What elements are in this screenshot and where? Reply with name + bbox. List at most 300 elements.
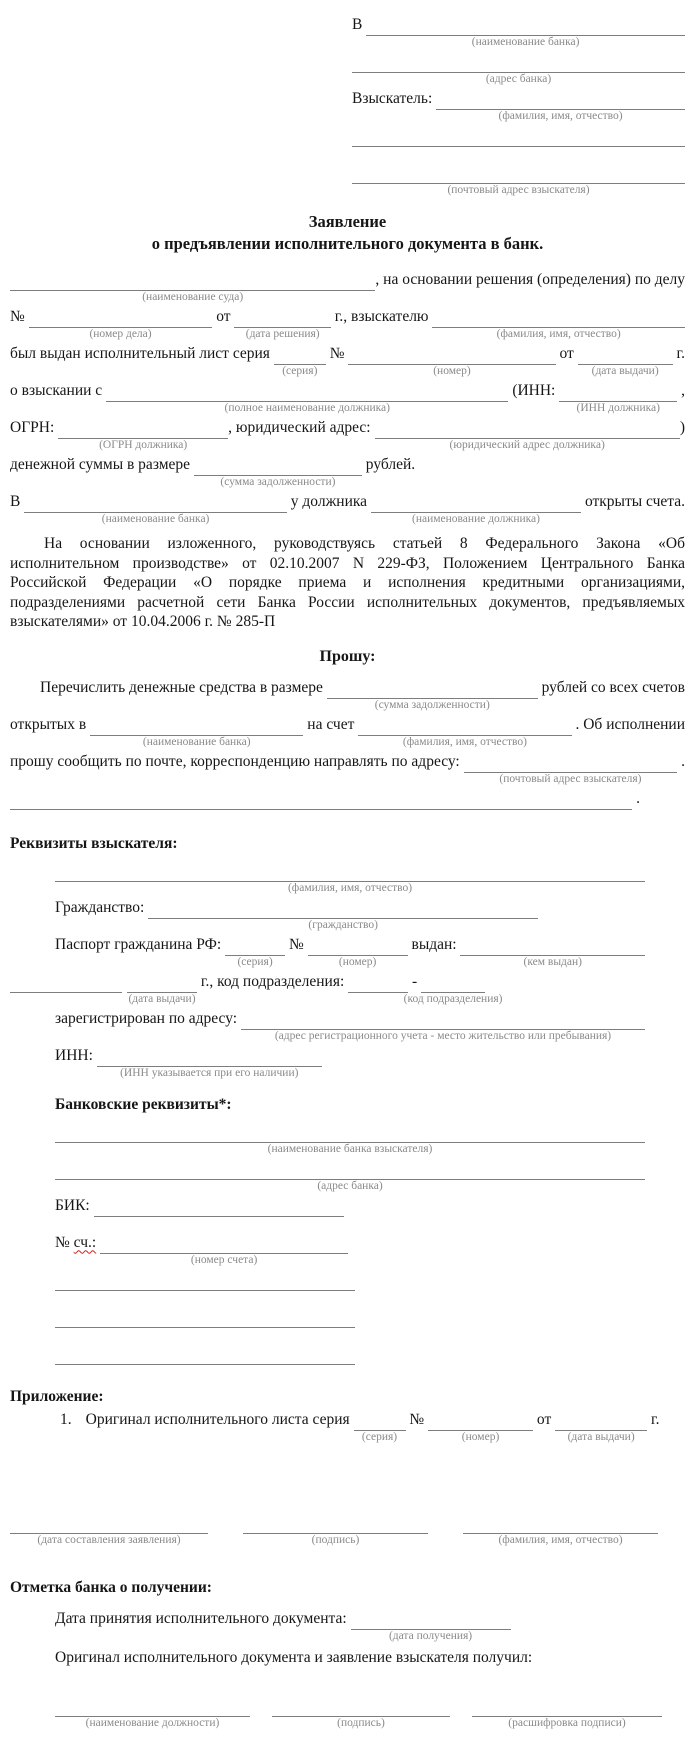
hint-row (472, 1717, 662, 1732)
blank-underline (348, 343, 555, 365)
hint-row (581, 512, 685, 527)
hint-row (408, 955, 461, 970)
text-content: ИНН: (55, 1046, 97, 1064)
text-content: был выдан исполнительный лист серия (10, 345, 274, 362)
text-segment (632, 788, 640, 825)
blank-field (432, 306, 685, 343)
hint-row (58, 439, 228, 454)
hint-row (10, 772, 464, 787)
citizenship-line (10, 897, 685, 934)
field-hint: (адрес регистрационного учета - место жительство или пребывания) (274, 1029, 612, 1042)
text-content: о взыскании с (10, 382, 107, 399)
field-hint: (юридический адрес должника) (449, 439, 605, 451)
blank-underline (308, 934, 408, 956)
blank-underline (366, 14, 685, 36)
field-hint: (ОГРН должника) (99, 439, 188, 451)
blank-field (272, 1695, 450, 1732)
hint-row (55, 882, 645, 897)
field-hint: (сумма задолженности) (220, 476, 336, 488)
blank-underline (234, 306, 330, 328)
blank-underline (55, 1343, 355, 1365)
text-content: . (677, 752, 685, 770)
blank-underline (55, 1306, 355, 1328)
blank-field (578, 343, 673, 380)
text-segment (40, 677, 327, 714)
text-segment (303, 714, 358, 751)
hint-row (450, 1716, 472, 1731)
field-hint: (наименование банка) (471, 36, 580, 48)
spacer (10, 1549, 685, 1569)
field-hint: (фамилия, имя, отчество) (287, 881, 413, 894)
text-content: БИК: (55, 1196, 94, 1214)
hint-row (90, 736, 303, 751)
hint-row (40, 698, 327, 713)
document-title (10, 211, 685, 255)
text-segment (352, 14, 366, 51)
hint-row (243, 1534, 428, 1549)
hint-row (97, 1067, 322, 1082)
claimant-details-heading: Реквизиты взыскателя: (10, 834, 178, 852)
text-content: № (405, 1410, 429, 1428)
hint-row (327, 699, 538, 714)
hint-row (572, 735, 685, 750)
debtor-line (10, 380, 685, 417)
field-hint: (расшифровка подписи) (508, 1716, 626, 1729)
text-segment (287, 491, 371, 528)
hint-row (94, 1217, 344, 1232)
hint-row (460, 956, 645, 971)
hint-row (55, 1629, 351, 1644)
gap (250, 1695, 272, 1732)
blank-field (100, 1232, 348, 1269)
blank-underline (463, 1512, 658, 1534)
blank-underline (225, 934, 285, 956)
blank-field (225, 934, 285, 971)
field-hint: (дата решения) (245, 328, 320, 340)
text-content: В (10, 493, 25, 510)
hint-row (352, 35, 366, 50)
text-segment (677, 380, 685, 417)
blank-field (472, 1695, 662, 1732)
blank-field (106, 380, 508, 417)
ogrn-line (10, 417, 685, 454)
field-hint: (номер) (338, 955, 377, 968)
blank-underline (55, 1269, 355, 1291)
hint-row (208, 1533, 243, 1548)
blank-underline (352, 51, 685, 73)
hint-row (212, 327, 234, 342)
blank-underline (371, 491, 581, 513)
spacer (10, 1446, 685, 1512)
text-content: Перечислить денежные средства в размере (40, 678, 327, 696)
hint-row (55, 1291, 355, 1306)
blank-field (10, 269, 375, 306)
field-hint: (адрес банка) (317, 1179, 383, 1192)
hint-row (432, 328, 685, 343)
blank-field (358, 714, 571, 751)
hint-row (10, 438, 58, 453)
text-segment (10, 714, 90, 751)
text-content: . Об исполнении (571, 715, 685, 733)
blank-underline (90, 714, 303, 736)
gap (72, 1409, 86, 1446)
field-hint: (код подразделения) (403, 992, 503, 1005)
blank-underline (352, 125, 685, 147)
hint-row (371, 513, 581, 528)
hint-row (352, 109, 436, 124)
spacer (10, 1082, 685, 1094)
blank-underline (243, 1512, 428, 1534)
empty-line (10, 1269, 685, 1306)
blank-underline (327, 677, 538, 699)
blank-field (55, 1269, 355, 1306)
text-segment (331, 306, 432, 343)
text-content: Оригинал исполнительного листа серия (85, 1410, 354, 1428)
text-segment (673, 343, 685, 380)
hint-row (106, 402, 508, 417)
hint-row (55, 918, 148, 933)
field-hint: (ИНН должника) (576, 402, 660, 414)
blank-field (55, 860, 645, 897)
text-segment (508, 380, 559, 417)
extra-address-line (10, 788, 685, 825)
field-hint: (почтовый адрес взыскателя) (499, 772, 642, 785)
blank-underline (241, 1008, 645, 1030)
hint-row (303, 735, 358, 750)
hint-row (55, 1365, 355, 1380)
blank-underline (10, 269, 375, 291)
hint-row (10, 810, 632, 825)
hint-row (234, 328, 330, 343)
claimant-postal-line (352, 162, 685, 199)
hint-row (55, 1717, 250, 1732)
blank-underline (555, 1409, 647, 1431)
text-content: г., взыскателю (330, 308, 433, 325)
field-hint: (наименование банка) (101, 513, 210, 525)
hint-row (677, 772, 685, 787)
field-hint: (дата выдачи) (128, 992, 196, 1005)
blank-field (352, 125, 685, 162)
blank-field (55, 1306, 355, 1343)
hint-row (348, 993, 408, 1008)
text-segment (55, 1608, 351, 1645)
court-decision-line (10, 269, 685, 306)
text-segment (55, 897, 148, 934)
bank-name-line (352, 14, 685, 51)
hint-row (285, 955, 308, 970)
blank-underline (464, 751, 678, 773)
text-segment (74, 1232, 97, 1269)
hint-row (463, 1534, 658, 1549)
hint-row (10, 993, 122, 1008)
blank-field (352, 51, 685, 88)
blank-field (97, 1045, 322, 1082)
passport-line (10, 934, 685, 971)
hint-row (10, 327, 29, 342)
claimant-bank-name-line (10, 1121, 685, 1158)
blank-field (241, 1008, 645, 1045)
text-segment (10, 491, 24, 528)
claimant-extra-line (352, 125, 685, 162)
field-hint: (подпись) (337, 1716, 385, 1729)
hint-row (352, 184, 685, 199)
hint-row (352, 73, 685, 88)
blank-field (366, 14, 685, 51)
hint-row (538, 698, 685, 713)
field-hint: (номер) (433, 365, 471, 377)
text-content (250, 1695, 272, 1716)
text-content: г., код подразделения: (197, 972, 349, 990)
blank-field (351, 1608, 511, 1645)
field-hint: (номер счета) (190, 1253, 258, 1266)
field-hint: (ИНН указывается при его наличии) (120, 1066, 299, 1079)
spacer (10, 1683, 685, 1695)
text-segment (538, 677, 685, 714)
field-hint: (серия) (237, 955, 273, 968)
blank-field (403, 971, 503, 1008)
hint-row (556, 364, 578, 379)
text-segment (60, 1409, 72, 1446)
hint-row (428, 1431, 533, 1446)
text-content: выдан: (407, 935, 461, 953)
blank-field (464, 751, 678, 788)
text-content: , на основании решения (определения) по делу (375, 271, 685, 288)
hint-row (351, 1630, 511, 1645)
text-segment (581, 491, 685, 528)
hint-row (241, 1030, 645, 1045)
text-segment (352, 88, 436, 125)
blank-underline (148, 897, 538, 919)
text-segment (55, 1232, 74, 1269)
blank-field (555, 1409, 647, 1446)
field-hint: (дата получения) (388, 1629, 473, 1642)
hint-row (555, 1431, 647, 1446)
text-segment (285, 934, 308, 971)
blank-field (148, 897, 538, 934)
hint-row (287, 512, 371, 527)
hint-row (375, 290, 685, 305)
text-content: г. (647, 1410, 660, 1428)
blank-field (55, 1343, 355, 1380)
text-content: г. (672, 345, 685, 362)
text-content: рублей со всех счетов (537, 678, 685, 696)
field-hint: (гражданство) (308, 918, 378, 931)
hint-row (326, 364, 349, 379)
bank-signature-row (10, 1695, 685, 1732)
text-content: № (325, 345, 349, 362)
blank-underline (351, 1608, 511, 1630)
blank-underline (274, 343, 326, 365)
blank-underline (272, 1695, 450, 1717)
hint-row (55, 1216, 94, 1231)
field-hint: (фамилия, имя, отчество) (402, 735, 527, 748)
blank-underline (358, 714, 571, 736)
field-hint: (наименование должника) (412, 513, 540, 525)
blank-underline (58, 417, 228, 439)
text-segment (572, 714, 685, 751)
legal-basis-paragraph: На основании изложенного, руководствуясь статьей 8 Федерального Закона «Об исполнительном производстве» от 02.10.2007 N 229-ФЗ, Положением Центрального Банка Российской Федерации «О порядке приема и исполнения кредитными организациями, подразделениями расчетной сети Банка России исполнительных документов, предъявляемых взыскателями» от 10.04.2006 г. № 285-П (10, 535, 685, 630)
request-heading: Прошу: (319, 647, 376, 665)
blank-field (10, 788, 632, 825)
blank-field (559, 380, 677, 417)
blank-underline (428, 1409, 533, 1431)
blank-field (371, 491, 581, 528)
text-content (428, 1512, 463, 1533)
blank-field (348, 343, 555, 380)
case-number-line (10, 306, 685, 343)
text-segment (375, 269, 685, 306)
blank-underline (472, 1695, 662, 1717)
account-number-line (10, 1232, 685, 1269)
blank-underline (55, 860, 645, 882)
transfer-account-line (10, 714, 685, 751)
text-content: , (677, 382, 685, 399)
text-content: Дата принятия исполнительного документа: (55, 1609, 351, 1627)
text-content: В (352, 16, 367, 33)
blank-underline (106, 380, 508, 402)
blank-underline (460, 934, 645, 956)
blank-underline (94, 1195, 344, 1217)
text-segment (10, 751, 464, 788)
field-hint: (серия) (282, 365, 318, 377)
blank-underline (348, 971, 408, 993)
blank-field (58, 417, 228, 454)
field-hint: (дата выдачи) (567, 1430, 635, 1443)
blank-field (55, 1695, 250, 1732)
field-hint: (фамилия, имя, отчество) (496, 328, 621, 340)
mail-address-line (10, 751, 685, 788)
field-hint: (подпись) (311, 1533, 360, 1546)
text-content: Взыскатель: (352, 90, 437, 107)
attachment-item-line (10, 1409, 685, 1446)
hint-row (464, 773, 678, 788)
blank-underline (55, 1158, 645, 1180)
hint-row (60, 1430, 72, 1445)
text-content: Гражданство: (55, 898, 149, 916)
hint-row (559, 402, 677, 417)
text-content: 1. (60, 1410, 72, 1428)
text-content (450, 1695, 472, 1716)
title-line: о предъявлении исполнительного документа в банк. (151, 234, 544, 253)
text-segment (647, 1409, 659, 1446)
text-segment (55, 1195, 94, 1232)
attachments-heading: Приложение: (10, 1387, 104, 1405)
hint-row (10, 291, 375, 306)
hint-row (331, 327, 432, 342)
field-hint: (дата выдачи) (591, 365, 659, 377)
hint-row (272, 1717, 450, 1732)
blank-field (29, 306, 213, 343)
text-content: (ИНН: (508, 382, 560, 399)
hint-row (680, 438, 685, 453)
text-content: Оригинал исполнительного документа и заявление взыскателя получил: (55, 1648, 533, 1666)
blank-field (90, 714, 303, 751)
hint-row (10, 1534, 208, 1549)
blank-underline (375, 417, 680, 439)
field-hint: (дата составления заявления) (37, 1533, 181, 1546)
text-segment (677, 751, 685, 788)
hint-row (55, 955, 225, 970)
text-segment (10, 380, 106, 417)
text-content (208, 1512, 243, 1533)
hint-row (72, 1430, 86, 1445)
blank-field (327, 677, 538, 714)
empty-line (10, 1306, 685, 1343)
blank-underline (127, 971, 197, 993)
hint-row (55, 1143, 645, 1158)
hint-row (403, 992, 503, 1008)
field-hint: (сумма задолженности) (374, 698, 490, 711)
hint-row (352, 147, 685, 162)
blank-field (463, 1512, 658, 1549)
hint-row (673, 364, 685, 379)
hint-row (348, 365, 555, 380)
blank-field (24, 491, 287, 528)
blank-field (274, 343, 326, 380)
bank-accounts-line (10, 491, 685, 528)
blank-underline (578, 343, 673, 365)
text-content: № (55, 1233, 74, 1251)
blank-field (234, 306, 330, 343)
text-segment (10, 306, 29, 343)
blank-underline (10, 971, 122, 993)
blank-underline (10, 788, 632, 810)
hint-row (24, 513, 287, 528)
field-hint: (фамилия, имя, отчество) (498, 1533, 623, 1546)
hint-row (632, 809, 640, 824)
field-hint: (номер) (461, 1430, 500, 1443)
empty-line (10, 1343, 685, 1380)
hint-row (10, 512, 24, 527)
text-content: на счет (303, 715, 359, 733)
hint-row (274, 365, 326, 380)
text-content: Паспорт гражданина РФ: (55, 935, 226, 953)
text-content (72, 1409, 86, 1430)
blank-field (460, 934, 645, 971)
blank-field (94, 1195, 344, 1232)
blank-field (354, 1409, 406, 1446)
hint-row (55, 1180, 645, 1195)
hint-row (225, 956, 285, 971)
blank-field (352, 162, 685, 199)
title-line: Заявление (308, 212, 387, 231)
hint-row (29, 328, 213, 343)
hint-row (228, 438, 374, 453)
blank-underline (10, 1512, 208, 1534)
text-content: от (533, 1410, 556, 1428)
hint-row (197, 992, 348, 1007)
text-segment (10, 343, 274, 380)
field-hint: (кем выдан) (523, 955, 582, 968)
field-hint: (серия) (361, 1430, 398, 1443)
blank-underline (352, 162, 685, 184)
hint-row (100, 1254, 348, 1269)
registration-address-line (10, 1008, 685, 1045)
text-content: от (555, 345, 578, 362)
text-segment (86, 1409, 354, 1446)
bank-details-heading: Банковские реквизиты*: (55, 1095, 232, 1113)
field-hint: (наименование банка) (142, 735, 251, 748)
text-content: ОГРН: (10, 419, 59, 436)
inn-line (10, 1045, 685, 1082)
received-statement-line (10, 1647, 685, 1683)
text-content: зарегистрирован по адресу: (55, 1009, 241, 1027)
hint-row (10, 735, 90, 750)
passport-issue-line (10, 971, 685, 1008)
blank-field (10, 1512, 208, 1549)
gap (208, 1512, 243, 1549)
field-hint: (номер дела) (89, 328, 152, 340)
